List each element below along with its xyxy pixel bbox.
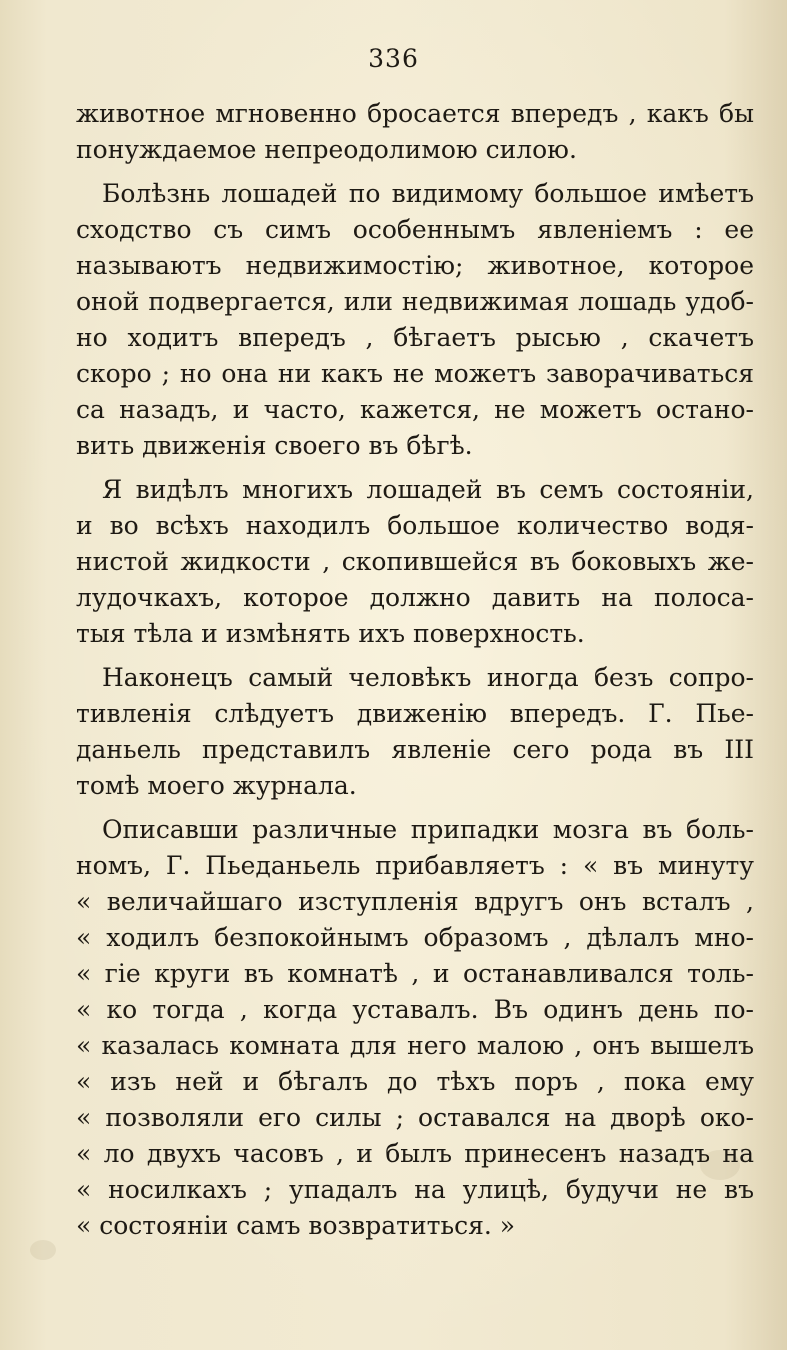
text-line: скоро ; но она ни какъ не можетъ заворачиваться [76,359,754,388]
text-line: « позволяли его силы ; оставался на дворѣ око- [76,1103,754,1132]
paragraph-4 [76,660,754,804]
text-line: номъ, Г. Пьеданьель прибавляетъ : « въ минуту [76,851,754,880]
body-text [76,96,754,1252]
text-line: « гіе круги въ комнатѣ , и останавливался толь- [76,959,754,988]
text-line: Болѣзнь лошадей по видимому большое имѣетъ [102,179,754,208]
text-line: са назадъ, и часто, кажется, не можетъ остано- [76,395,754,424]
text-line: « казалась комната для него малою , онъ вышелъ [76,1031,754,1060]
paragraph-5 [76,812,754,1244]
text-line: даньель представилъ явленіе сего рода въ III [76,735,754,764]
text-line: тивленія слѣдуетъ движенію впередъ. Г. Пье- [76,699,754,728]
text-line: Я видѣлъ многихъ лошадей въ семъ состояніи, [102,475,754,504]
text-line: нистой жидкости , скопившейся въ боковыхъ же- [76,547,754,576]
text-line: лудочкахъ, которое должно давить на полоса- [76,583,754,612]
text-line: называютъ недвижимостію; животное, которое [76,251,754,280]
text-line: и во всѣхъ находилъ большое количество водя- [76,511,754,540]
text-line: « изъ ней и бѣгалъ до тѣхъ поръ , пока ему [76,1067,754,1096]
text-line: понуждаемое непреодолимою силою. [76,135,577,164]
text-line: животное мгновенно бросается впередъ , какъ бы [76,99,754,128]
text-line: Наконецъ самый человѣкъ иногда безъ сопро- [102,663,754,692]
text-line: сходство съ симъ особеннымъ явленіемъ : ее [76,215,754,244]
text-line: но ходитъ впередъ , бѣгаетъ рысью , скачетъ [76,323,754,352]
text-line: « ло двухъ часовъ , и былъ принесенъ назадъ на [76,1139,754,1168]
text-line: вить движенія своего въ бѣгѣ. [76,431,473,460]
text-line: Описавши различные припадки мозга въ боль- [102,815,754,844]
paper-stain [30,1240,56,1260]
text-line: томѣ моего журнала. [76,771,357,800]
text-line: « ходилъ безпокойнымъ образомъ , дѣлалъ мно- [76,923,754,952]
text-line: « ко тогда , когда уставалъ. Въ одинъ день по- [76,995,754,1024]
paragraph-3 [76,472,754,652]
text-line: « носилкахъ ; упадалъ на улицѣ, будучи не въ [76,1175,754,1204]
text-line: тыя тѣла и измѣнять ихъ поверхность. [76,619,585,648]
text-line: « состояніи самъ возвратиться. » [76,1211,516,1240]
page-number: 336 [368,44,419,73]
text-line: оной подвергается, или недвижимая лошадь удоб- [76,287,754,316]
text-line: « величайшаго изступленія вдругъ онъ всталъ , [76,887,754,916]
paragraph-2 [76,176,754,464]
paragraph-1 [76,96,754,168]
